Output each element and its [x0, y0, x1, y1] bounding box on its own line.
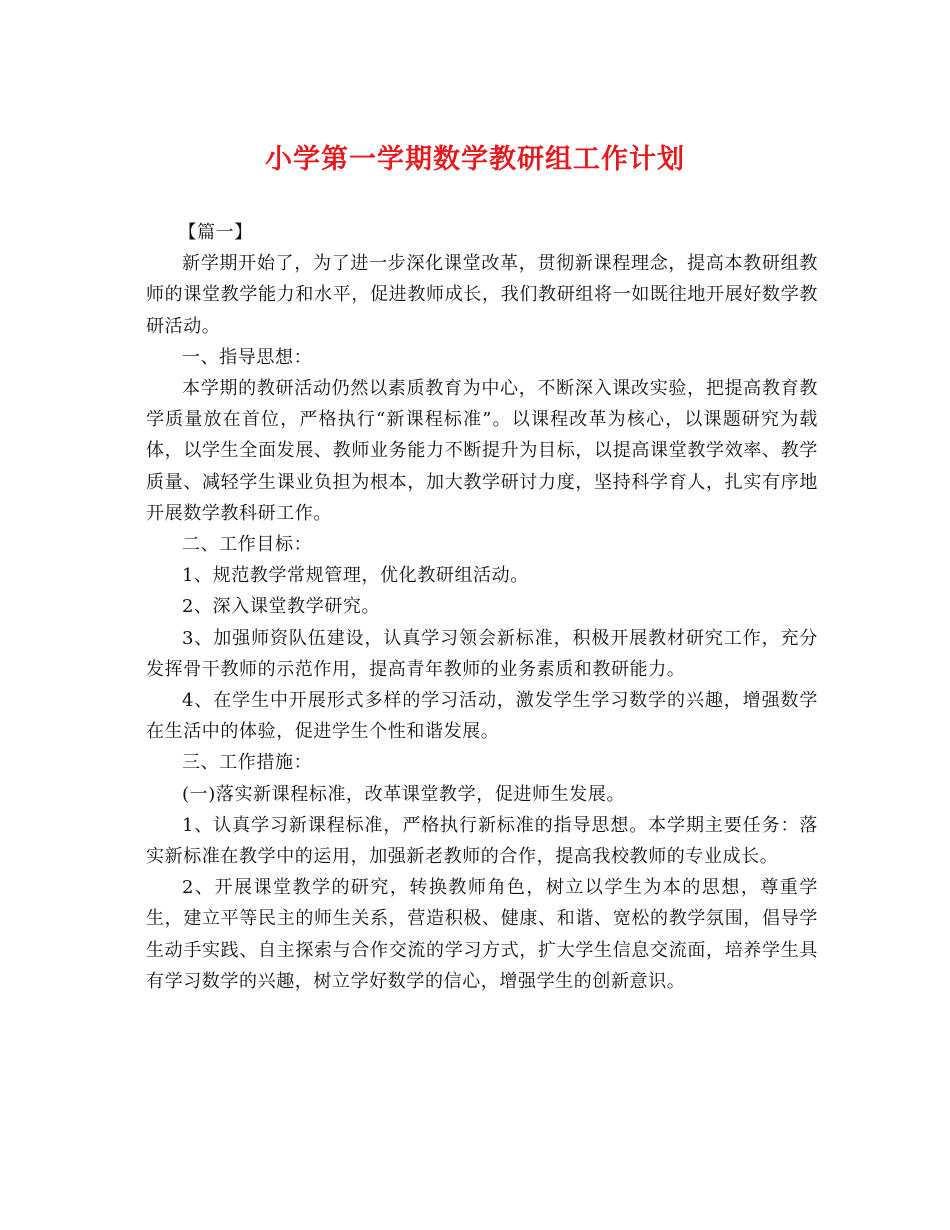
section-heading-guiding-thought: 一、指导思想：	[182, 346, 313, 368]
section-marker: 【篇一】	[178, 222, 253, 243]
goal-item-2: 2、深入课堂教学研究。	[182, 596, 381, 618]
guiding-thought-paragraph: 本学期的教研活动仍然以素质教育为中心，不断深入课改实验，把提高教育教学质量放在首位，严格执行“新课程标准”。以课程改革为核心，以课题研究为载体，以学生全面发展、教师业务能力不断提升为目标，以提高课堂教学效率、教学质量、减轻学生课业负担为根本，加大教学研讨力度，坚持科学育人，扎实有序地开展数学教科研工作。	[146, 378, 818, 524]
document-title: 小学第一学期数学教研组工作计划	[265, 144, 685, 175]
goal-item-4: 4、在学生中开展形式多样的学习活动，激发学生学习数学的兴趣，增强数学在生活中的体验，促进学生个性和谐发展。	[146, 690, 818, 743]
section-heading-work-measures: 三、工作措施：	[182, 752, 313, 774]
measure-subheading-1: (一)落实新课程标准，改革课堂教学，促进师生发展。	[182, 783, 626, 805]
measure-item-2: 2、开展课堂教学的研究，转换教师角色，树立以学生为本的思想，尊重学生，建立平等民主的师生关系，营造积极、健康、和谐、宽松的教学氛围，倡导学生动手实践、自主探索与合作交流的学习方式，扩大学生信息交流面，培养学生具有学习数学的兴趣，树立学好数学的信心，增强学生的创新意识。	[146, 877, 818, 992]
intro-paragraph: 新学期开始了，为了进一步深化课堂改革，贯彻新课程理念，提高本教研组教师的课堂教学能力和水平，促进教师成长，我们教研组将一如既往地开展好数学教研活动。	[146, 253, 818, 337]
document-body	[146, 217, 818, 997]
measure-item-1: 1、认真学习新课程标准，严格执行新标准的指导思想。本学期主要任务：落实新标准在教学中的运用，加强新老教师的合作，提高我校教师的专业成长。	[146, 814, 818, 868]
goal-item-3: 3、加强师资队伍建设，认真学习领会新标准，积极开展教材研究工作，充分发挥骨干教师的示范作用，提高青年教师的业务素质和教研能力。	[146, 627, 818, 680]
section-heading-work-goals: 二、工作目标：	[182, 534, 313, 556]
goal-item-1: 1、规范教学常规管理，优化教研组活动。	[182, 565, 529, 587]
